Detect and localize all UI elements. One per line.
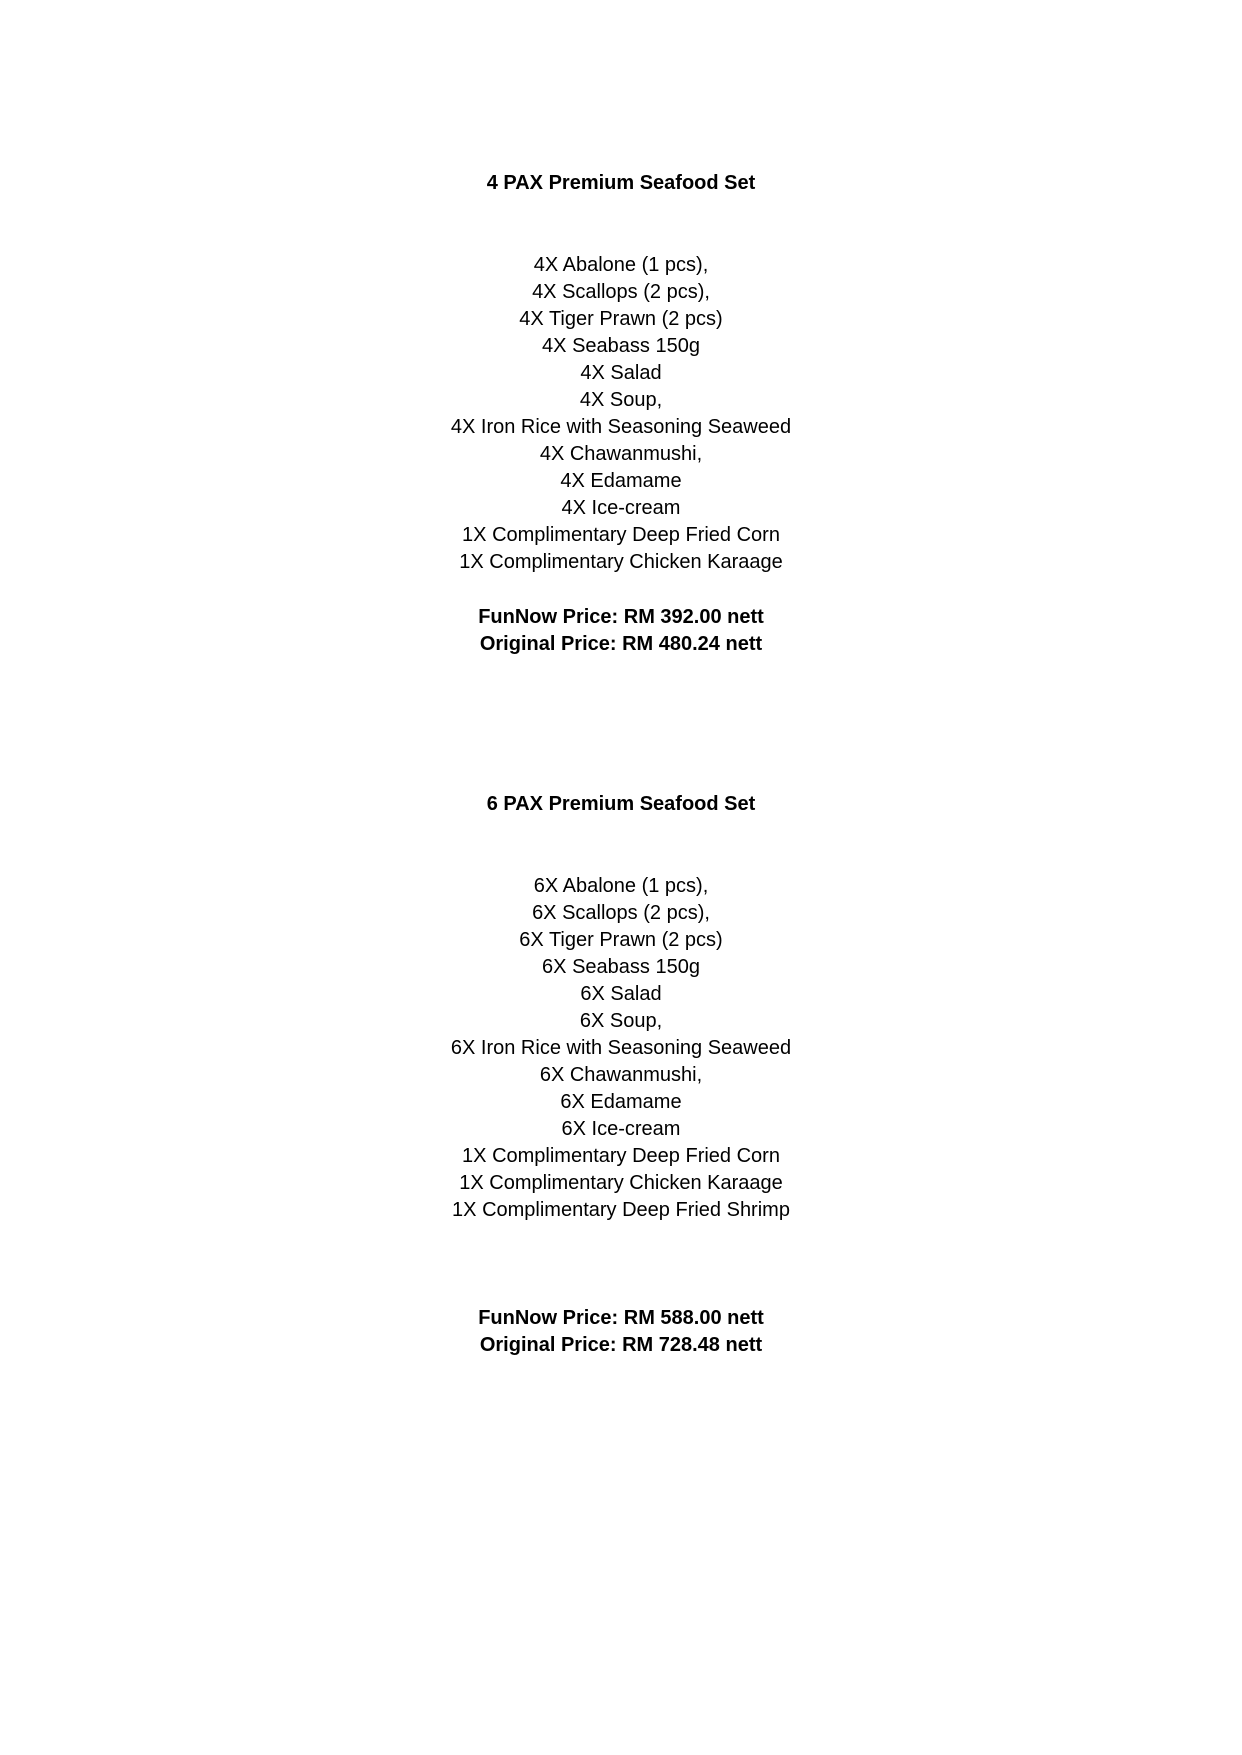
price-block-4pax <box>0 604 1242 658</box>
menu-item-line: 4X Abalone (1 pcs), <box>533 254 709 276</box>
menu-item-line: 6X Edamame <box>560 1091 682 1113</box>
price-block-6pax <box>0 1305 1242 1359</box>
menu-item-line: 6X Soup, <box>579 1010 663 1032</box>
set-title-6pax: 6 PAX Premium Seafood Set <box>486 793 756 815</box>
menu-item-line: 1X Complimentary Deep Fried Shrimp <box>452 1199 790 1221</box>
menu-item-line: 6X Abalone (1 pcs), <box>533 875 709 897</box>
funnow-price-6pax: FunNow Price: RM 588.00 nett <box>478 1307 764 1329</box>
menu-item-line: 4X Edamame <box>560 470 682 492</box>
menu-item-line: 1X Complimentary Deep Fried Corn <box>462 524 780 546</box>
set-items-6pax <box>0 873 1242 1224</box>
original-price-6pax: Original Price: RM 728.48 nett <box>479 1334 763 1356</box>
menu-item-line: 6X Salad <box>580 983 662 1005</box>
seafood-set-6pax <box>0 791 1242 1359</box>
funnow-price-4pax: FunNow Price: RM 392.00 nett <box>478 606 764 628</box>
menu-item-line: 4X Ice-cream <box>561 497 681 519</box>
menu-item-line: 1X Complimentary Chicken Karaage <box>459 1172 783 1194</box>
menu-item-line: 4X Salad <box>580 362 662 384</box>
set-items-4pax <box>0 252 1242 576</box>
original-price-4pax: Original Price: RM 480.24 nett <box>479 633 763 655</box>
menu-item-line: 6X Chawanmushi, <box>539 1064 703 1086</box>
menu-item-line: 4X Scallops (2 pcs), <box>532 281 710 303</box>
menu-item-line: 6X Seabass 150g <box>542 956 700 978</box>
menu-item-line: 6X Iron Rice with Seasoning Seaweed <box>450 1037 792 1059</box>
menu-item-line: 4X Chawanmushi, <box>539 443 703 465</box>
menu-item-line: 4X Tiger Prawn (2 pcs) <box>519 308 723 330</box>
set-title-4pax: 4 PAX Premium Seafood Set <box>486 172 756 194</box>
menu-item-line: 4X Soup, <box>579 389 663 411</box>
seafood-set-4pax <box>0 170 1242 658</box>
menu-item-line: 4X Seabass 150g <box>542 335 700 357</box>
menu-item-line: 6X Tiger Prawn (2 pcs) <box>519 929 723 951</box>
menu-item-line: 1X Complimentary Chicken Karaage <box>459 551 783 573</box>
menu-item-line: 1X Complimentary Deep Fried Corn <box>462 1145 780 1167</box>
menu-item-line: 6X Ice-cream <box>561 1118 681 1140</box>
menu-item-line: 6X Scallops (2 pcs), <box>532 902 710 924</box>
menu-item-line: 4X Iron Rice with Seasoning Seaweed <box>450 416 792 438</box>
